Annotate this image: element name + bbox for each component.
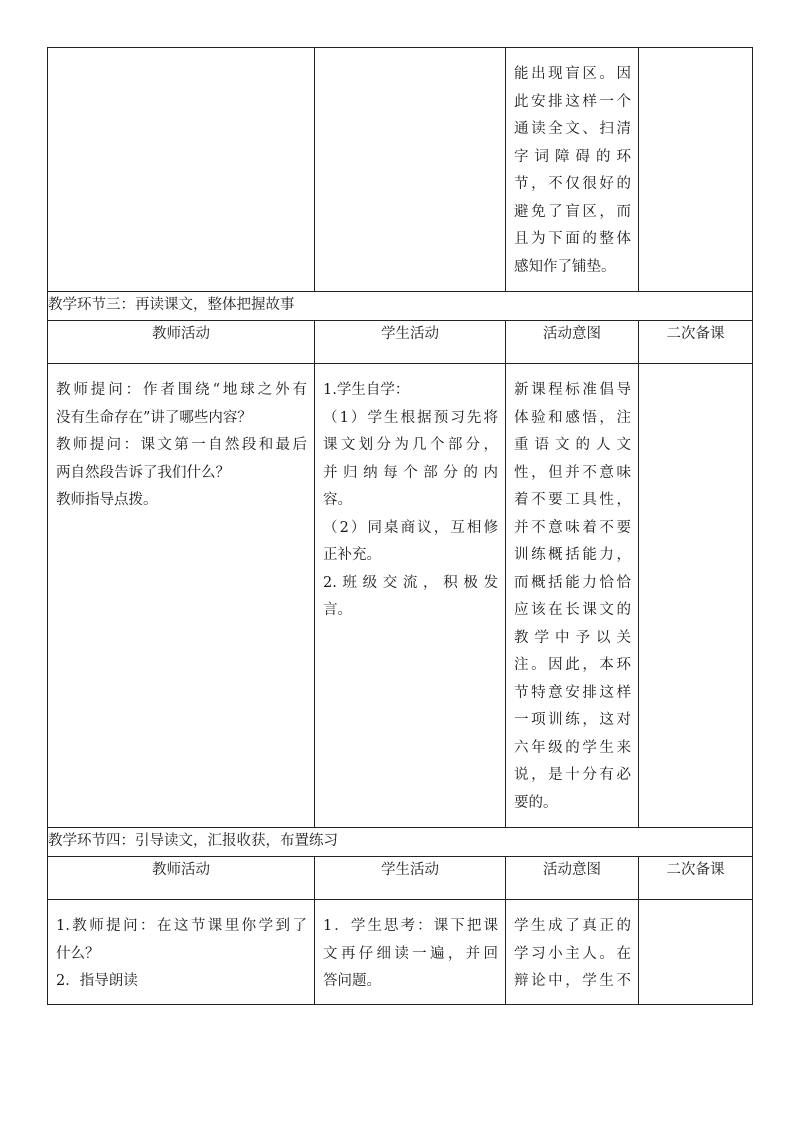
intent-line: 一项训练，这对 [514,712,631,728]
intent-line: 节特意安排这样 [514,684,631,701]
intent-line: 注。因此，本环 [514,657,631,673]
intent-line: 并不意味着不要 [514,519,631,536]
activity-intent-cell [506,48,639,292]
header-row [48,321,753,364]
intent-line: 辩论中，学生不 [514,973,631,989]
header-student-activity: 学生活动 [315,857,506,900]
intent-line: 教学中予以关 [514,629,631,646]
section-row [48,828,753,857]
intent-line: 节，不仅很好的 [514,176,631,192]
student-line: 答问题。 [323,973,381,989]
intent-line: 体验和感悟，注 [514,409,631,426]
intent-line: 字词障碍的环 [514,148,631,165]
intent-line: 而概括能力恰恰 [514,574,631,591]
teacher-line: 两自然段告诉了我们什么？ [56,464,230,481]
section-row [48,292,753,321]
teacher-line: 教师提问：课文第一自然段和最后 [56,437,307,453]
second-prep-cell [639,364,753,828]
activity-intent-cell [506,364,639,828]
intent-line: 避免了盲区，而 [514,203,631,220]
intent-line: 能出现盲区。因 [514,66,631,82]
student-line: 2.班级交流，积极发 [323,574,498,591]
teacher-activity-cell [48,48,315,292]
intent-line: 通读全文、扫清 [514,121,631,137]
teacher-activity-cell [48,900,315,1005]
header-activity-intent: 活动意图 [506,321,639,364]
student-line: 正补充。 [323,547,381,563]
intent-line: 感知作了铺垫。 [514,258,616,275]
student-line: （1）学生根据预习先将 [323,409,498,426]
teacher-line: 1.教师提问：在这节课里你学到了 [56,918,307,934]
teacher-activity-cell [48,364,315,828]
student-line: 文再仔细读一遍，并回 [323,945,498,962]
student-line: 1.学生自学： [323,382,410,398]
intent-line: 着不要工具性， [514,492,631,508]
teacher-line: 没有生命存在”讲了哪些内容？ [56,409,252,426]
intent-line: 要的。 [514,794,558,811]
intent-line: 新课程标准倡导 [514,382,631,398]
section-title: 教学环节四：引导读文，汇报收获，布置练习 [48,828,753,857]
student-line: 1．学生思考：课下把课 [323,918,498,934]
intent-line: 性，但并不意味 [514,464,631,481]
header-second-prep: 二次备课 [639,321,753,364]
student-activity-cell [315,900,506,1005]
student-line: 容。 [323,492,352,508]
second-prep-cell [639,900,753,1005]
intent-line: 说，是十分有必 [514,767,631,783]
header-teacher-activity: 教师活动 [48,857,315,900]
intent-line: 此安排这样一个 [514,93,631,110]
intent-line: 重语文的人文 [514,437,631,453]
intent-line: 训练概括能力， [514,547,631,563]
intent-line: 应该在长课文的 [514,602,631,618]
content-row [48,900,753,1005]
header-teacher-activity: 教师活动 [48,321,315,364]
student-activity-cell [315,364,506,828]
student-line: 并归纳每个部分的内 [323,464,498,481]
activity-intent-cell [506,900,639,1005]
student-activity-cell [315,48,506,292]
teacher-line: 2．指导朗读 [56,973,138,989]
section-title: 教学环节三：再读课文，整体把握故事 [48,292,753,321]
header-student-activity: 学生活动 [315,321,506,364]
content-row [48,364,753,828]
teacher-line: 教师提问：作者围绕“地球之外有 [56,382,307,398]
lesson-plan-table [47,47,753,1005]
intent-line: 学生成了真正的 [514,918,631,934]
intent-line: 学习小主人。在 [514,945,631,962]
intent-line: 且为下面的整体 [514,231,631,247]
student-line: 课文划分为几个部分， [323,437,498,453]
intent-line: 六年级的学生来 [514,739,631,756]
header-activity-intent: 活动意图 [506,857,639,900]
student-line: 言。 [323,602,352,618]
header-row [48,857,753,900]
teacher-line: 教师指导点拨。 [56,492,158,508]
second-prep-cell [639,48,753,292]
header-second-prep: 二次备课 [639,857,753,900]
continuation-row [48,48,753,292]
student-line: （2）同桌商议，互相修 [323,519,498,536]
teacher-line: 什么？ [56,945,100,962]
